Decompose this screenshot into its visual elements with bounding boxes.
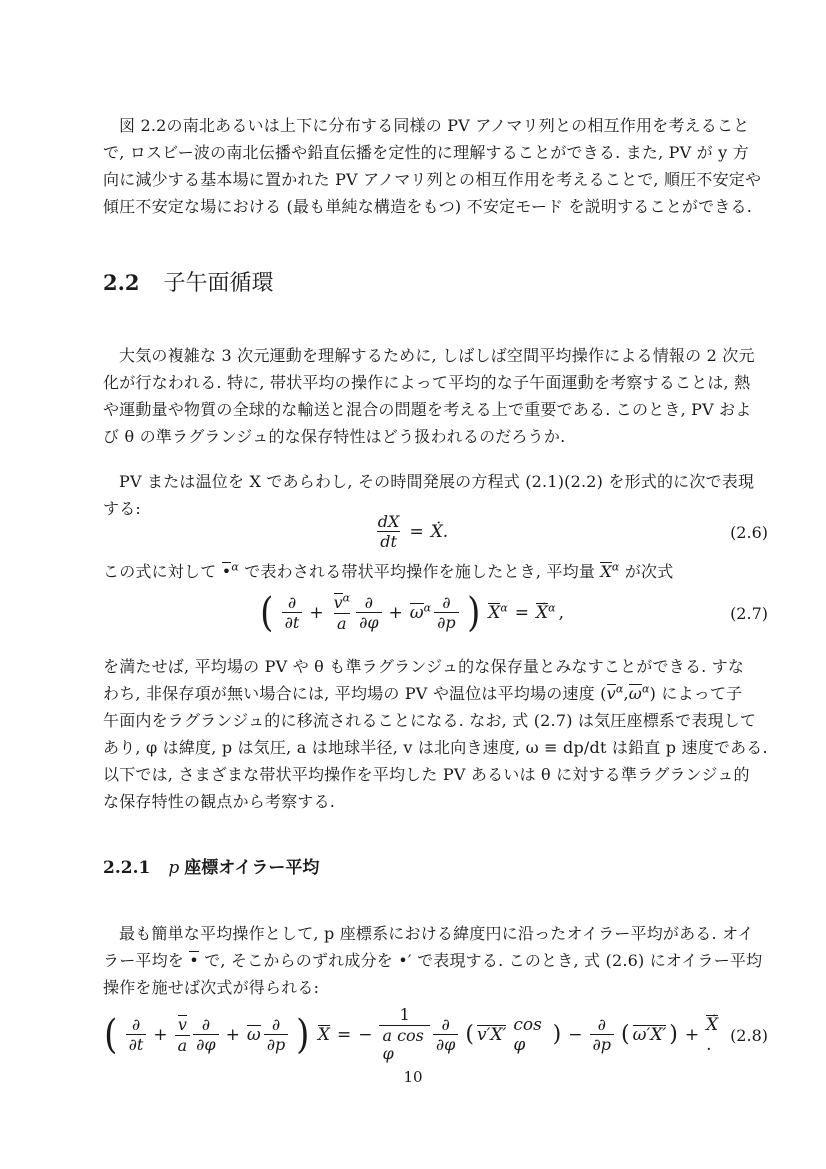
- equals-sign: =: [514, 603, 530, 623]
- page-number: 10: [403, 1068, 423, 1086]
- paragraph-1: [103, 112, 762, 220]
- overline-bullet: •: [221, 562, 232, 581]
- paragraph-4: [103, 653, 768, 815]
- paragraph-2: [103, 342, 755, 450]
- paragraph-line: あり, φ は緯度, p は気圧, a は地球半径, v は北向き速度, ω ≡ dp/dt は鉛直 p 速度である.: [103, 738, 768, 757]
- equation-2-7: [103, 585, 768, 641]
- equation-body: ( $\frac{\partial}{\partial t}$ + $\frac{v^\alpha}{a}$ $\frac{\partial}{\partial\varphi}$ + $\omega^\alpha$ $\frac{\partial}{\partial p}$ ) $X^\alpha$ = Ẋ$^\alpha$ ,: [260, 590, 564, 636]
- superscript-alpha: α: [231, 560, 239, 574]
- equation-number: (2.8): [730, 1025, 768, 1045]
- overline-X: X: [600, 562, 612, 581]
- superscript-alpha: α: [642, 682, 650, 696]
- cos-phi: cos φ: [513, 1015, 542, 1055]
- paragraph-line: を満たせば, 平均場の PV や θ も準ラグランジュ的な保存量とみなすことができる. すな: [103, 657, 745, 676]
- variable-p: p: [168, 858, 180, 878]
- paragraph-line: する:: [103, 499, 141, 518]
- paragraph-line: び θ の準ラグランジュ的な保存特性はどう扱われるのだろうか.: [103, 427, 566, 446]
- paragraph-line: 午面内をラグランジュ的に移流されることになる. なお, 式 (2.7) は気圧座標系で表現して: [103, 711, 757, 730]
- overline-omega: ω: [246, 1025, 261, 1046]
- fraction: $\frac{dX}{dt}$: [377, 511, 400, 551]
- paragraph-line: [103, 680, 743, 707]
- text-segment: ,: [623, 684, 629, 703]
- equation-body: ( $\frac{\partial}{\partial t}$ + $\frac{v}{a}$ $\frac{\partial}{\partial\varphi}$ + ω $\frac{\partial}{\partial p}$ ) X = − $\frac{1}{\text{a cos φ}}$ $\frac{\partial}{\partial\varphi}$ ( v′X′ cos φ ) − $\frac{\partial}{\partial p}$ ( ω′X′ ) + Ẋ.: [104, 1005, 719, 1064]
- fraction: $\frac{\partial}{\partial t}$: [282, 594, 303, 633]
- fraction: $\frac{\partial}{\partial\varphi}$: [193, 1016, 218, 1055]
- paragraph-line: 操作を施せば次式が得られる:: [103, 978, 320, 997]
- overline-v-prime-X-prime: v′X′: [476, 1025, 507, 1046]
- overline-X: X: [317, 1025, 330, 1046]
- superscript-alpha: α: [611, 560, 620, 574]
- fraction: $\frac{\partial}{\partial p}$: [434, 594, 459, 633]
- subsection-title: p 座標オイラー平均: [168, 858, 320, 878]
- comma: ,: [558, 603, 564, 623]
- paragraph-line: [103, 558, 723, 585]
- overline-X-dot: Ẋ.: [706, 1015, 719, 1055]
- overline-v: v: [606, 684, 616, 703]
- superscript-alpha: α: [615, 682, 624, 696]
- paragraph-line: 傾圧不安定な場における (最も単純な構造をもつ) 不安定モード を説明することができる.: [103, 197, 752, 216]
- equation-number: (2.7): [730, 603, 768, 623]
- equation-2-6: [103, 508, 768, 556]
- plus-sign: +: [309, 603, 324, 623]
- subsection-heading-2-2-1: [103, 853, 723, 881]
- x-dot: Ẋ.: [430, 522, 449, 542]
- fraction: $\frac{v}{a}$: [175, 1015, 191, 1055]
- overline-X-alpha: $X^\alpha$: [488, 601, 508, 623]
- plus-sign: +: [684, 1025, 700, 1045]
- overline-bullet: •: [189, 951, 199, 970]
- fraction: $\frac{\partial}{\partial\varphi}$: [356, 594, 381, 633]
- text-segment: わち, 非保存項が無い場合には, 平均場の PV や温位は平均場の速度 (: [103, 684, 607, 703]
- overline-omega: ω: [628, 684, 643, 703]
- text-segment: で, そこからのずれ成分を: [198, 951, 399, 970]
- bullet-prime: •′: [398, 951, 412, 970]
- overline-omega-alpha: $\omega^\alpha$: [409, 601, 432, 623]
- text-segment: この式に対して: [103, 562, 222, 581]
- paragraph-line: [103, 947, 763, 974]
- paragraph-line: で, ロスビー波の南北伝播や鉛直伝播を定性的に理解することができる. また, PV が y 方: [103, 143, 749, 162]
- text-segment: ラー平均を: [103, 951, 190, 970]
- paragraph-line: 最も簡単な平均操作として, p 座標系における緯度円に沿ったオイラー平均がある. オイ: [119, 924, 754, 943]
- paragraph-line: 大気の複雑な 3 次元運動を理解するために, しばしば空間平均操作による情報の 2 次元: [119, 346, 755, 365]
- equals-sign: =: [336, 1025, 352, 1045]
- plus-sign: +: [225, 1025, 240, 1045]
- plus-sign: +: [388, 603, 403, 623]
- fraction: $\frac{\partial}{\partial p}$: [264, 1016, 289, 1055]
- fraction: $\frac{\partial}{\partial\varphi}$: [433, 1016, 458, 1055]
- subsection-number: 2.2.1: [103, 858, 151, 878]
- fraction: $\frac{1}{\text{a cos φ}}$: [379, 1006, 429, 1063]
- overline-omega-prime-X-prime: ω′X′: [632, 1025, 667, 1046]
- overline-v: v: [177, 1015, 187, 1035]
- minus-sign: −: [358, 1025, 373, 1045]
- overline-X-dot-alpha: Ẋ$^\alpha$: [536, 601, 556, 623]
- overline-v: v: [333, 593, 343, 613]
- equation-body: [103, 513, 720, 552]
- equals-sign: =: [409, 522, 424, 542]
- page-content: [103, 112, 768, 1064]
- text-segment: で表現する. このとき, 式 (2.6) にオイラー平均: [411, 951, 763, 970]
- fraction: $\frac{\partial}{\partial t}$: [126, 1016, 147, 1055]
- paragraph-line: や運動量や物質の全球的な輸送と混合の問題を考える上で重要である. このとき, PV およ: [103, 400, 752, 419]
- fraction: $\frac{v^\alpha}{a}$: [333, 591, 351, 633]
- minus-sign: −: [568, 1025, 583, 1045]
- paragraph-line: PV または温位を X であらわし, その時間発展の方程式 (2.1)(2.2) を形式的に次で表現: [119, 472, 755, 491]
- equation-number: (2.6): [730, 522, 768, 542]
- fraction: $\frac{\partial}{\partial p}$: [590, 1016, 615, 1055]
- paragraph-line: 化が行なわれる. 特に, 帯状平均の操作によって平均的な子午面運動を考察することは, 熱: [103, 373, 751, 392]
- text-segment: ) によって子: [649, 684, 743, 703]
- text-segment: が次式: [619, 562, 674, 581]
- section-title: 子午面循環: [163, 271, 274, 296]
- paragraph-line: 以下では, さまざまな帯状平均操作を平均した PV あるいは θ に対する準ラグランジュ的: [103, 765, 750, 784]
- text-segment: で表わされる帯状平均操作を施したとき, 平均量: [238, 562, 601, 581]
- section-number: 2.2: [103, 270, 140, 295]
- paragraph-line: 図 2.2の南北あるいは上下に分布する同様の PV アノマリ列との相互作用を考えること: [119, 116, 750, 135]
- plus-sign: +: [153, 1025, 168, 1045]
- paragraph-5: [103, 920, 763, 1001]
- equation-2-8: [103, 1005, 768, 1064]
- paragraph-line: な保存特性の観点から考察する.: [103, 792, 336, 811]
- paragraph-line: 向に減少する基本場に置かれた PV アノマリ列との相互作用を考えることで, 順圧不安定や: [103, 170, 762, 189]
- section-heading-2-2: [103, 266, 723, 298]
